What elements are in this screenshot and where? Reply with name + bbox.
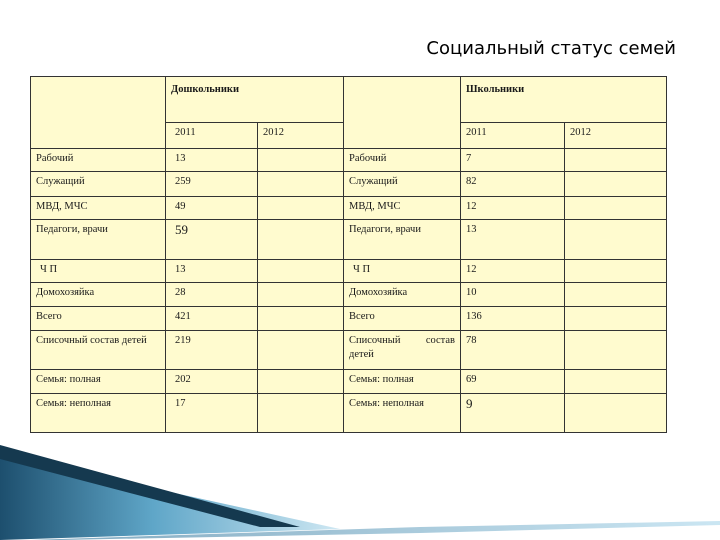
- value-cell: [258, 370, 344, 394]
- value-cell: 59: [166, 220, 258, 260]
- value-cell: 78: [461, 331, 565, 370]
- background-swoosh: [0, 445, 720, 540]
- corner-cell: [31, 77, 166, 149]
- value-cell: [565, 370, 667, 394]
- value-cell: [258, 149, 344, 172]
- value-cell: 10: [461, 283, 565, 307]
- row-label: Рабочий: [344, 149, 461, 172]
- value-cell: [565, 172, 667, 197]
- value-cell: [258, 197, 344, 220]
- value-cell: 12: [461, 260, 565, 283]
- value-cell: 12: [461, 197, 565, 220]
- value-cell: 28: [166, 283, 258, 307]
- value-cell: [258, 172, 344, 197]
- table-row: [31, 220, 667, 260]
- slide-title: Социальный статус семей: [426, 38, 676, 59]
- row-label: Рабочий: [31, 149, 166, 172]
- row-label: Семья: неполная: [344, 394, 461, 433]
- value-cell: 82: [461, 172, 565, 197]
- value-cell: 13: [166, 260, 258, 283]
- row-label: Всего: [31, 307, 166, 331]
- value-cell: [565, 260, 667, 283]
- row-label: Домохозяйка: [344, 283, 461, 307]
- row-label: Педагоги, врачи: [344, 220, 461, 260]
- value-cell: 7: [461, 149, 565, 172]
- value-cell: 13: [461, 220, 565, 260]
- year-header: 2012: [258, 123, 344, 149]
- corner-cell: [344, 77, 461, 149]
- table-row: [31, 149, 667, 172]
- row-label: Списочный состав детей: [344, 331, 461, 370]
- row-label: Семья: полная: [344, 370, 461, 394]
- table-row: [31, 283, 667, 307]
- value-cell: [258, 283, 344, 307]
- value-cell: 136: [461, 307, 565, 331]
- row-label: Служащий: [31, 172, 166, 197]
- row-label: МВД, МЧС: [344, 197, 461, 220]
- value-cell: [565, 283, 667, 307]
- row-label: Семья: неполная: [31, 394, 166, 433]
- group-header-schoolchildren: Школьники: [461, 77, 667, 123]
- table-header-row: [31, 77, 667, 123]
- table-row: [31, 197, 667, 220]
- table-row: [31, 370, 667, 394]
- value-cell: 13: [166, 149, 258, 172]
- year-header: 2012: [565, 123, 667, 149]
- row-label: Всего: [344, 307, 461, 331]
- row-label: Домохозяйка: [31, 283, 166, 307]
- value-cell: [565, 394, 667, 433]
- value-cell: [565, 197, 667, 220]
- table-row: [31, 331, 667, 370]
- value-cell: 9: [461, 394, 565, 433]
- value-cell: [258, 394, 344, 433]
- value-cell: [565, 149, 667, 172]
- value-cell: 259: [166, 172, 258, 197]
- row-label: Списочный состав детей: [31, 331, 166, 370]
- row-label: Педагоги, врачи: [31, 220, 166, 260]
- year-header: 2011: [166, 123, 258, 149]
- value-cell: [565, 220, 667, 260]
- value-cell: 69: [461, 370, 565, 394]
- value-cell: 421: [166, 307, 258, 331]
- value-cell: 219: [166, 331, 258, 370]
- row-label: Ч П: [344, 260, 461, 283]
- value-cell: [565, 331, 667, 370]
- row-label: Семья: полная: [31, 370, 166, 394]
- table-row: [31, 394, 667, 433]
- table-row: [31, 260, 667, 283]
- value-cell: 49: [166, 197, 258, 220]
- value-cell: [258, 260, 344, 283]
- social-status-table: [30, 76, 667, 433]
- value-cell: 202: [166, 370, 258, 394]
- table-row: [31, 307, 667, 331]
- value-cell: 17: [166, 394, 258, 433]
- row-label: Ч П: [31, 260, 166, 283]
- value-cell: [258, 331, 344, 370]
- group-header-preschoolers: Дошкольники: [166, 77, 344, 123]
- value-cell: [258, 307, 344, 331]
- year-header: 2011: [461, 123, 565, 149]
- value-cell: [565, 307, 667, 331]
- row-label: МВД, МЧС: [31, 197, 166, 220]
- value-cell: [258, 220, 344, 260]
- row-label: Служащий: [344, 172, 461, 197]
- table-row: [31, 172, 667, 197]
